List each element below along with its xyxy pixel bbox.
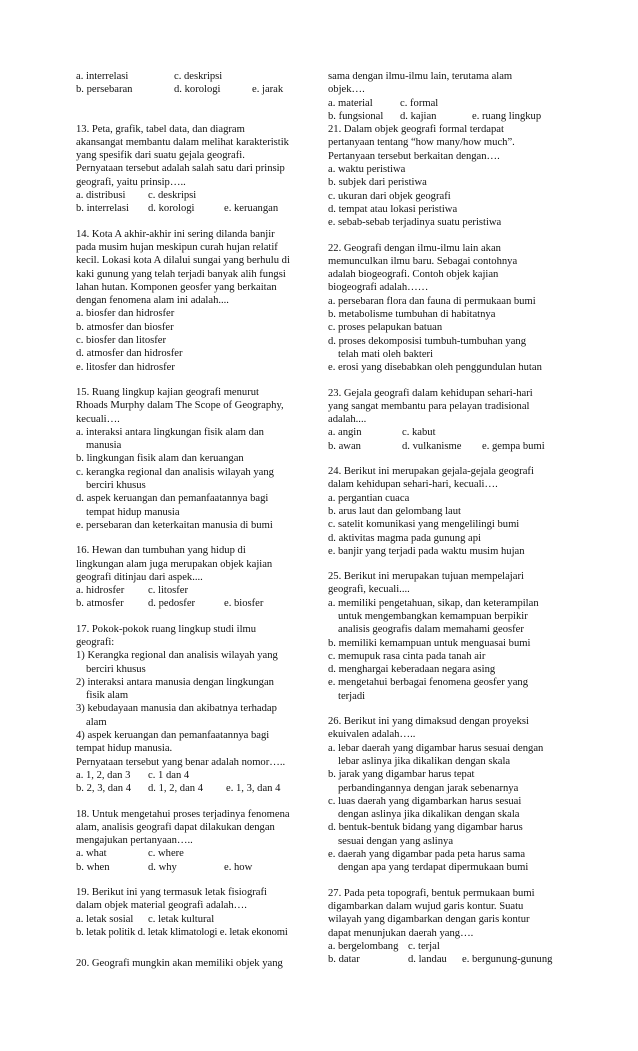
question-text-line: 17. Pokok-pokok ruang lingkup studi ilmu bbox=[76, 623, 257, 635]
option-b: b. interrelasi bbox=[76, 203, 129, 215]
option-line: a. persebaran flora dan fauna di permukaan bumi bbox=[328, 295, 536, 307]
option-line: e. persebaran dan keterkaitan manusia di bumi bbox=[76, 519, 273, 531]
option-b: b. atmosfer bbox=[76, 598, 124, 610]
question-text-line: 14. Kota A akhir-akhir ini sering dilanda banjir bbox=[76, 228, 275, 240]
option-line: b. arus laut dan gelombang laut bbox=[328, 505, 461, 517]
question-text-line: 13. Peta, grafik, tabel data, dan diagram bbox=[76, 123, 245, 135]
option-a: a. 1, 2, dan 3 bbox=[76, 769, 131, 781]
option-row bbox=[328, 110, 566, 123]
option-row bbox=[76, 202, 314, 215]
right-column bbox=[328, 70, 566, 978]
statement-line: berciri khusus bbox=[86, 663, 146, 675]
statement-line: tempat hidup manusia. bbox=[76, 743, 173, 755]
question-16 bbox=[76, 544, 314, 610]
option-line: dengan apa yang terdapat dipermukaan bumi bbox=[338, 862, 529, 874]
option-c: c. terjal bbox=[408, 940, 440, 952]
option-row bbox=[76, 913, 314, 926]
question-26 bbox=[328, 715, 566, 875]
option-row bbox=[76, 83, 314, 96]
option-line: e. daerah yang digambar pada peta harus sama bbox=[328, 849, 526, 861]
option-row bbox=[76, 769, 314, 782]
option-d: d. landau bbox=[408, 954, 447, 966]
question-text-line: 19. Berikut ini yang termasuk letak fisiografi bbox=[76, 887, 267, 899]
question-text-line: alam, analisis geografi dapat dilakukan dengan bbox=[76, 821, 275, 833]
option-line: tempat hidup manusia bbox=[86, 506, 180, 518]
option-line: b. jarak yang digambar harus tepat bbox=[328, 769, 475, 781]
option-d: d. vulkanisme bbox=[402, 440, 462, 452]
option-b: b. persebaran bbox=[76, 84, 133, 96]
statement-line: 3) kebudayaan manusia dan akibatnya terhadap bbox=[76, 703, 277, 715]
option-b: b. when bbox=[76, 861, 110, 873]
option-a: a. angin bbox=[328, 427, 362, 439]
question-text-line: geografi: bbox=[76, 636, 115, 648]
option-line: sesuai dengan yang aslinya bbox=[338, 835, 454, 847]
question-23 bbox=[328, 387, 566, 453]
option-c: c. formal bbox=[400, 97, 439, 109]
option-c: c. kabut bbox=[402, 427, 436, 439]
option-row bbox=[328, 440, 566, 453]
option-line: d. menghargai keberadaan negara asing bbox=[328, 664, 496, 676]
question-text-line: objek…. bbox=[328, 84, 365, 96]
option-row bbox=[328, 97, 566, 110]
question-text-line: yang spesifik dari suatu gejala geografi. bbox=[76, 150, 245, 162]
statement-line: 1) Kerangka regional dan analisis wilayah yang bbox=[76, 650, 278, 662]
option-line: b. atmosfer dan biosfer bbox=[76, 321, 174, 333]
option-line: analisis geografis dalam memahami geosfer bbox=[338, 624, 524, 636]
question-text-line: dalam objek material geografi adalah…. bbox=[76, 900, 247, 912]
question-text-line: kecil. Lokasi kota A dilalui sungai yang berhulu di bbox=[76, 255, 290, 267]
question-17 bbox=[76, 623, 314, 796]
option-row bbox=[76, 861, 314, 874]
question-21-line: pertanyaan tentang “how many/how much”. bbox=[328, 137, 515, 149]
option-e: e. keruangan bbox=[224, 203, 279, 215]
statement-line: 4) aspek keruangan dan pemanfaatannya bagi bbox=[76, 730, 270, 742]
option-d: d. 1, 2, dan 4 bbox=[148, 783, 204, 795]
question-text-line: geografi ditinjau dari aspek.... bbox=[76, 571, 203, 583]
question-text-line: 26. Berikut ini yang dimaksud dengan proyeksi bbox=[328, 716, 529, 728]
option-line: c. ukuran dari objek geografi bbox=[328, 190, 451, 202]
option-line: a. pergantian cuaca bbox=[328, 492, 410, 504]
option-row bbox=[76, 70, 314, 83]
option-a: a. distribusi bbox=[76, 190, 126, 202]
option-line: a. biosfer dan hidrosfer bbox=[76, 308, 175, 320]
question-text-line: geografi, kecuali.... bbox=[328, 584, 410, 596]
question-text-line: 22. Geografi dengan ilmu-ilmu lain akan bbox=[328, 242, 501, 254]
question-text-line: biogeografi adalah…… bbox=[328, 282, 429, 294]
option-row bbox=[328, 940, 566, 953]
question-15 bbox=[76, 386, 314, 532]
option-line: e. banjir yang terjadi pada waktu musim hujan bbox=[328, 545, 525, 557]
question-text-line: akansangat membantu dalam melihat karakteristik bbox=[76, 136, 289, 148]
question-text-line: mengajukan pertanyaan….. bbox=[76, 835, 193, 847]
question-20 bbox=[76, 957, 314, 970]
question-13 bbox=[76, 123, 314, 216]
option-b: b. 2, 3, dan 4 bbox=[76, 783, 132, 795]
question-22 bbox=[328, 242, 566, 375]
option-line: dengan aslinya jika dikalikan dengan skala bbox=[338, 809, 520, 821]
question-text-line: 18. Untuk mengetahui proses terjadinya fenomena bbox=[76, 808, 290, 820]
option-a: a. what bbox=[76, 848, 107, 860]
option-line: b. lingkungan fisik alam dan keruangan bbox=[76, 453, 244, 465]
question-text-line: 15. Ruang lingkup kajian geografi menurut bbox=[76, 386, 259, 398]
option-b: b. datar bbox=[328, 954, 360, 966]
question-text-line: Rhoads Murphy dalam The Scope of Geography, bbox=[76, 400, 284, 412]
option-line: d. proses dekomposisi tumbuh-tumbuhan yang bbox=[328, 335, 527, 347]
question-text-line: 16. Hewan dan tumbuhan yang hidup di bbox=[76, 545, 246, 557]
option-line: e. mengetahui berbagai fenomena geosfer yang bbox=[328, 677, 529, 689]
option-e: e. gempa bumi bbox=[482, 440, 545, 452]
option-line: a. interaksi antara lingkungan fisik alam dan bbox=[76, 426, 264, 438]
option-line: e. erosi yang disebabkan oleh penggundulan hutan bbox=[328, 362, 542, 374]
statement-line: alam bbox=[86, 716, 107, 728]
option-line: c. satelit komunikasi yang mengelilingi bumi bbox=[328, 519, 520, 531]
option-line: lebar aslinya jika dikalikan dengan skala bbox=[338, 755, 511, 767]
option-row bbox=[76, 597, 314, 610]
question-text-line: sama dengan ilmu-ilmu lain, terutama alam bbox=[328, 71, 513, 82]
option-line: d. atmosfer dan hidrosfer bbox=[76, 348, 183, 360]
question-text-line: digambarkan dalam wujud garis kontur. Suatu bbox=[328, 900, 524, 912]
option-d: d. pedosfer bbox=[148, 598, 196, 610]
question-14 bbox=[76, 228, 314, 374]
question-27 bbox=[328, 887, 566, 967]
option-line: b. subjek dari peristiwa bbox=[328, 177, 427, 189]
question-text-line: Pernyataan tersebut yang benar adalah nomor….. bbox=[76, 756, 286, 768]
question-text-line: geografi, yaitu prinsip….. bbox=[76, 176, 186, 188]
option-line: berciri khusus bbox=[86, 480, 146, 492]
question-text-line: kaki gunung yang telah terjadi banyak alih fungsi bbox=[76, 268, 286, 280]
option-c: c. 1 dan 4 bbox=[148, 769, 190, 781]
option-row bbox=[76, 189, 314, 202]
option-e: e. 1, 3, dan 4 bbox=[226, 783, 281, 795]
option-row bbox=[328, 953, 566, 966]
option-line: perbandingannya dengan jarak sebenarnya bbox=[338, 782, 519, 794]
option-a: a. hidrosfer bbox=[76, 585, 125, 597]
question-text-line: ekuivalen adalah….. bbox=[328, 729, 416, 741]
option-a: a. material bbox=[328, 97, 373, 109]
option-e: e. bergunung-gunung bbox=[462, 954, 553, 966]
option-row bbox=[76, 584, 314, 597]
question-text-line: Pernyataan tersebut adalah salah satu dari prinsip bbox=[76, 163, 285, 175]
question-text-line: 24. Berikut ini merupakan gejala-gejala geografi bbox=[328, 466, 534, 478]
statement-line: fisik alam bbox=[86, 690, 129, 702]
option-row bbox=[76, 847, 314, 860]
option-a: a. letak sosial bbox=[76, 913, 134, 925]
option-line: a. lebar daerah yang digambar harus sesuai dengan bbox=[328, 742, 544, 754]
option-line: a. waktu peristiwa bbox=[328, 164, 406, 176]
option-e: e. how bbox=[224, 861, 253, 873]
option-line: d. tempat atau lokasi peristiwa bbox=[328, 203, 458, 215]
option-line: d. bentuk-bentuk bidang yang digambar harus bbox=[328, 822, 523, 834]
question-text-line: dengan fenomena alam ini adalah.... bbox=[76, 295, 229, 307]
option-line: terjadi bbox=[338, 690, 366, 702]
question-18 bbox=[76, 808, 314, 874]
question-text-line: yang sangat membantu para pelayan tradisional bbox=[328, 400, 530, 412]
option-c: c. where bbox=[148, 848, 184, 860]
question-12-options bbox=[76, 70, 314, 97]
option-a: a. interrelasi bbox=[76, 71, 129, 82]
option-line: a. memiliki pengetahuan, sikap, dan keterampilan bbox=[328, 597, 539, 609]
question-text-line: adalah.... bbox=[328, 414, 367, 426]
question-21-line: Pertanyaan tersebut berkaitan dengan…. bbox=[328, 150, 500, 162]
option-e: e. biosfer bbox=[224, 598, 264, 610]
question-text-line: 23. Gejala geografi dalam kehidupan sehari-hari bbox=[328, 387, 533, 399]
question-text-line: dalam kehidupan sehari-hari, kecuali…. bbox=[328, 479, 498, 491]
option-line: e. litosfer dan hidrosfer bbox=[76, 361, 175, 373]
question-19 bbox=[76, 886, 314, 939]
option-b: b. awan bbox=[328, 440, 361, 452]
question-text-line: lingkungan alam juga merupakan objek kajian bbox=[76, 558, 273, 570]
option-b: b. fungsional bbox=[328, 110, 384, 122]
option-d: d. korologi bbox=[174, 84, 221, 96]
question-text-line: kecuali…. bbox=[76, 413, 120, 425]
option-c: c. litosfer bbox=[148, 585, 189, 597]
option-line: c. luas daerah yang digambarkan harus sesuai bbox=[328, 795, 522, 807]
option-line: c. memupuk rasa cinta pada tanah air bbox=[328, 650, 486, 662]
left-column bbox=[76, 70, 314, 983]
question-text-line: dapat menunjukan daerah yang…. bbox=[328, 927, 474, 939]
option-line: c. biosfer dan litosfer bbox=[76, 335, 167, 347]
option-line: b. memiliki kemampuan untuk menguasai bumi bbox=[328, 637, 531, 649]
option-a: a. bergelombang bbox=[328, 940, 399, 952]
option-line: manusia bbox=[86, 440, 122, 452]
option-e: e. ruang lingkup bbox=[472, 110, 542, 122]
question-text-line: adalah biogeografi. Contoh objek kajian bbox=[328, 269, 499, 281]
question-text-line: memunculkan ilmu baru. Sebagai contohnya bbox=[328, 255, 518, 267]
question-text-line: 27. Pada peta topografi, bentuk permukaan bumi bbox=[328, 887, 535, 899]
option-d: d. kajian bbox=[400, 110, 437, 122]
question-24 bbox=[328, 465, 566, 558]
option-row: b. letak politik d. letak klimatologi e. letak ekonomi bbox=[76, 926, 288, 938]
option-line: d. aspek keruangan dan pemanfaatannya bagi bbox=[76, 493, 269, 505]
question-text-line: lahan hutan. Komponen geosfer yang berkaitan bbox=[76, 281, 277, 293]
option-c: c. deskripsi bbox=[174, 71, 223, 82]
option-line: b. metabolisme tumbuhan di habitatnya bbox=[328, 309, 496, 321]
question-20-continued bbox=[328, 70, 566, 230]
statement-line: 2) interaksi antara manusia dengan lingkungan bbox=[76, 676, 274, 688]
option-e: e. jarak bbox=[252, 84, 284, 96]
option-row bbox=[76, 782, 314, 795]
option-d: d. why bbox=[148, 861, 177, 873]
question-text-line: 25. Berikut ini merupakan tujuan mempelajari bbox=[328, 571, 524, 583]
question-25 bbox=[328, 570, 566, 703]
question-text-line: pada musim hujan meskipun curah hujan relatif bbox=[76, 241, 278, 253]
option-line: d. aktivitas magma pada gunung api bbox=[328, 532, 481, 544]
option-line: c. proses pelapukan batuan bbox=[328, 322, 443, 334]
option-line: untuk mengembangkan kemampuan berpikir bbox=[338, 610, 528, 622]
option-c: c. letak kultural bbox=[148, 913, 215, 925]
option-row bbox=[328, 426, 566, 439]
option-line: telah mati oleh bakteri bbox=[338, 348, 434, 360]
option-line: e. sebab-sebab terjadinya suatu peristiwa bbox=[328, 217, 502, 229]
question-21-line: 21. Dalam objek geografi formal terdapat bbox=[328, 124, 504, 136]
question-text-line: 20. Geografi mungkin akan memiliki objek yang bbox=[76, 958, 283, 970]
option-d: d. korologi bbox=[148, 203, 195, 215]
option-line: c. kerangka regional dan analisis wilayah yang bbox=[76, 466, 274, 478]
option-c: c. deskripsi bbox=[148, 190, 197, 202]
question-text-line: wilayah yang digambarkan dengan garis kontur bbox=[328, 914, 530, 926]
